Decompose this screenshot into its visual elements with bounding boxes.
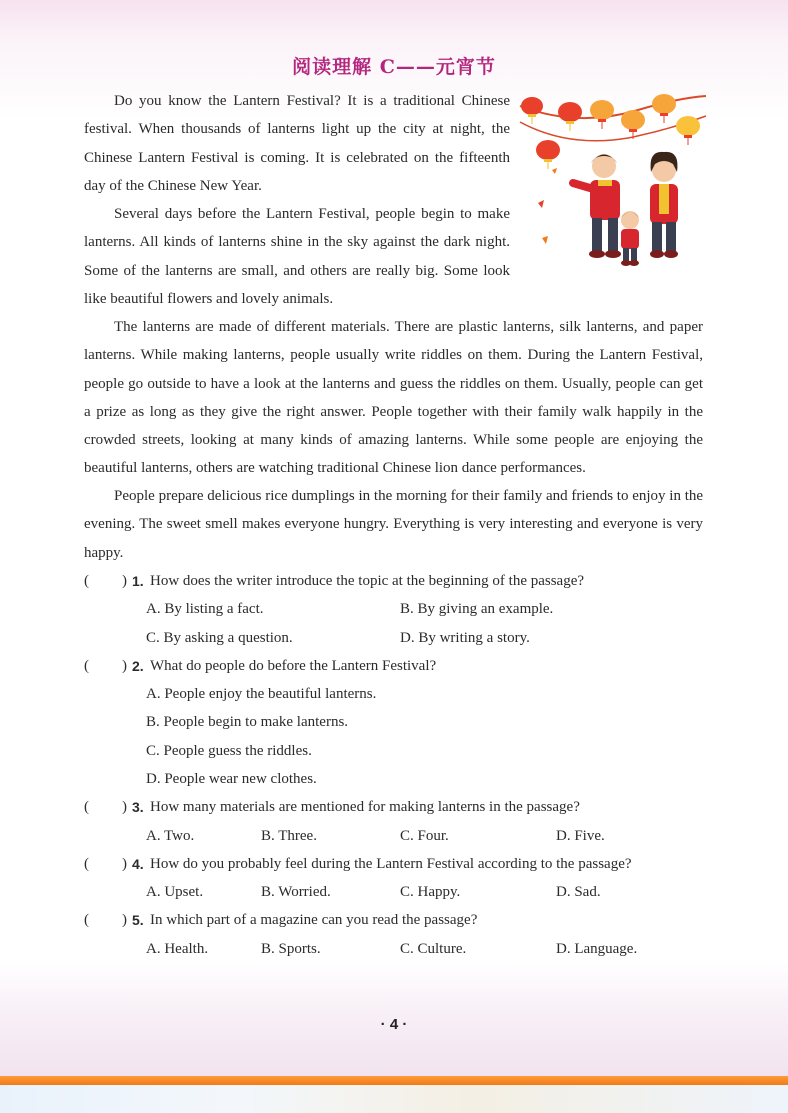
- question-number: 3.: [132, 799, 144, 815]
- lantern-icon: [521, 97, 543, 124]
- option-a: A. People enjoy the beautiful lanterns.: [146, 686, 377, 702]
- answer-paren-open: (: [84, 799, 89, 815]
- answer-paren-close: ): [122, 856, 127, 872]
- answer-paren-open: (: [84, 658, 89, 674]
- option-b: B. Sports.: [261, 941, 321, 957]
- question-text: How many materials are mentioned for making lanterns in the passage?: [150, 799, 580, 815]
- question-text: In which part of a magazine can you read the passage?: [150, 912, 478, 928]
- passage-paragraph-2: Several days before the Lantern Festival, people begin to make lanterns. All kinds of lanterns shine in the sky against the dark night. Some of the lanterns are small, and others are really big. Some look like beautiful flowers and lovely animals.: [84, 206, 510, 307]
- passage-paragraph-4: People prepare delicious rice dumplings in the morning for their family and friends to enjoy in the evening. The sweet smell makes everyone hungry. Everything is very interesting and everyone is very happy.: [84, 488, 704, 561]
- passage-paragraph-3: The lanterns are made of different materials. There are plastic lanterns, silk lanterns, and paper lanterns. While making lanterns, people usually write riddles on them. During the Lantern Festival, people go outside to have a look at the lanterns and guess the riddles on them. Usually, people can get a prize as long as they give the right answer. People together with their family walk happily in the crowded streets, looking at many kinds of amazing lanterns. While some people are enjoying the beautiful lanterns, others are watching traditional Chinese lion dance performances.: [84, 319, 703, 477]
- option-d: D. Language.: [556, 941, 638, 957]
- answer-paren-open: (: [84, 573, 89, 589]
- question-text: How does the writer introduce the topic at the beginning of the passage?: [150, 573, 585, 589]
- question-number: 4.: [132, 856, 144, 872]
- option-c: C. Culture.: [400, 941, 467, 957]
- answer-paren-close: ): [122, 912, 127, 928]
- option-b: B. Three.: [261, 828, 317, 844]
- option-c: C. By asking a question.: [146, 630, 293, 646]
- option-a: A. Two.: [146, 828, 195, 844]
- question-number: 2.: [132, 658, 144, 674]
- question-number: 1.: [132, 573, 144, 589]
- option-d: D. Sad.: [556, 884, 601, 900]
- footer-decorative-strip: [0, 1085, 788, 1113]
- answer-paren-open: (: [84, 856, 89, 872]
- option-c: C. Happy.: [400, 884, 461, 900]
- option-d: D. By writing a story.: [400, 630, 530, 646]
- answer-paren-close: ): [122, 658, 127, 674]
- option-b: B. Worried.: [261, 884, 331, 900]
- answer-paren-close: ): [122, 573, 127, 589]
- answer-paren-close: ): [122, 799, 127, 815]
- page-title: 阅读理解 C——元宵节: [292, 56, 496, 78]
- option-a: A. By listing a fact.: [146, 601, 264, 617]
- passage-paragraph-1: Do you know the Lantern Festival? It is a traditional Chinese festival. When thousands of lanterns light up the city at night, the Chinese Lantern Festival is coming. It is celebrated on the fifteenth day of the Chinese New Year.: [84, 93, 510, 194]
- option-c: C. Four.: [400, 828, 449, 844]
- option-a: A. Health.: [146, 941, 209, 957]
- footer-accent-bar: [0, 1076, 788, 1085]
- page-number: · 4 ·: [380, 1016, 408, 1033]
- option-d: D. Five.: [556, 828, 605, 844]
- option-c: C. People guess the riddles.: [146, 743, 312, 759]
- option-b: B. People begin to make lanterns.: [146, 714, 349, 730]
- option-d: D. People wear new clothes.: [146, 771, 317, 787]
- answer-paren-open: (: [84, 912, 89, 928]
- question-text: What do people do before the Lantern Festival?: [150, 658, 437, 674]
- option-a: A. Upset.: [146, 884, 204, 900]
- family-with-lanterns-illustration: [518, 88, 708, 273]
- option-b: B. By giving an example.: [400, 601, 554, 617]
- question-text: How do you probably feel during the Lantern Festival according to the passage?: [150, 856, 632, 872]
- question-number: 5.: [132, 912, 144, 928]
